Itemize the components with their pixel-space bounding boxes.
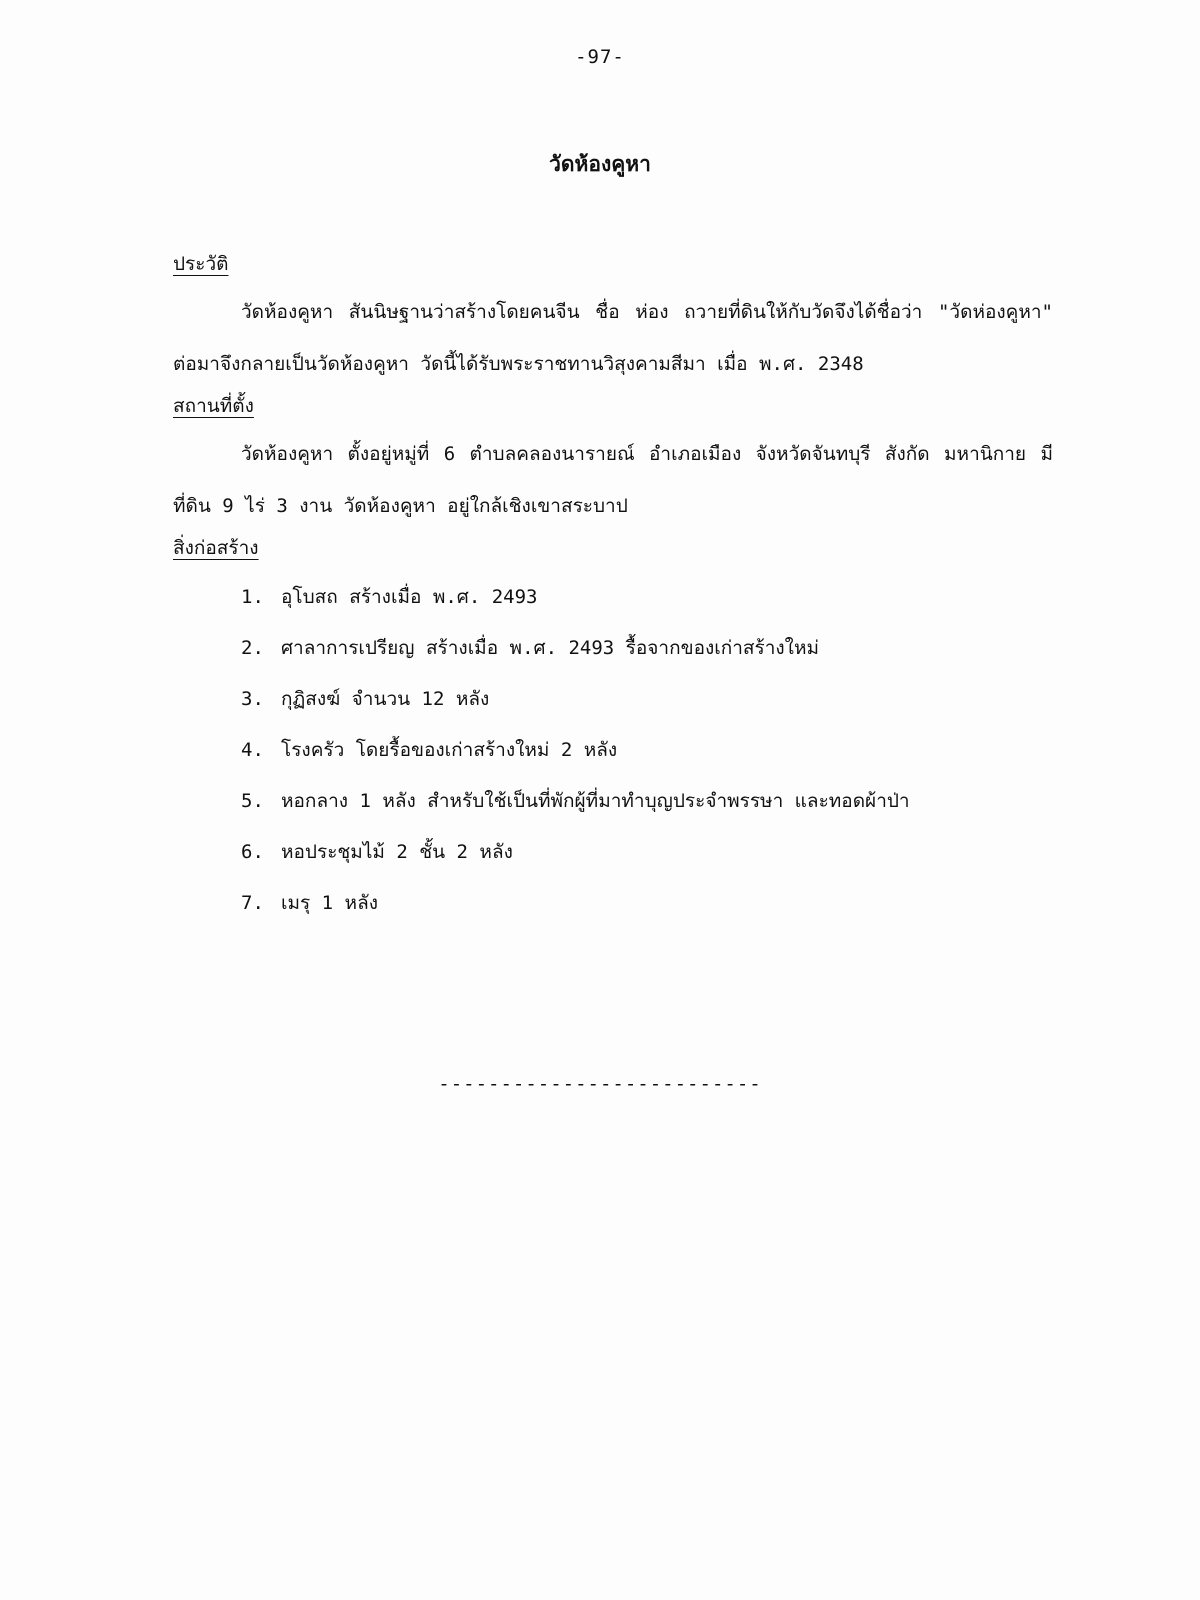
list-item-text: อุโบสถ สร้างเมื่อ พ.ศ. 2493: [281, 586, 538, 608]
section-heading-history: ประวัติ: [173, 253, 229, 275]
list-item-number: 4.: [241, 739, 264, 761]
list-item-text: กุฏิสงฆ์ จำนวน 12 หลัง: [281, 688, 490, 710]
section-heading-buildings: สิ่งก่อสร้าง: [173, 537, 259, 559]
list-item-number: 5.: [241, 790, 264, 812]
document-body: [173, 248, 1053, 929]
section-location: [173, 390, 1053, 532]
list-item-number: 7.: [241, 892, 264, 914]
list-item: [241, 827, 1053, 878]
list-item-text: โรงครัว โดยรื้อของเก่าสร้างใหม่ 2 หลัง: [281, 739, 618, 761]
list-item-text: ศาลาการเปรียญ สร้างเมื่อ พ.ศ. 2493 รื้อจากของเก่าสร้างใหม่: [281, 637, 819, 659]
list-item: [241, 572, 1053, 623]
list-item-text: หอประชุมไม้ 2 ชั้น 2 หลัง: [281, 841, 513, 863]
section-buildings: [173, 532, 1053, 929]
list-item: [241, 878, 1053, 929]
page-number: -97-: [575, 46, 625, 68]
list-item: [241, 725, 1053, 776]
list-item-number: 6.: [241, 841, 264, 863]
list-item-number: 2.: [241, 637, 264, 659]
document-title: วัดห้องคูหา: [549, 152, 651, 176]
section-history: [173, 248, 1053, 390]
list-item: [241, 674, 1053, 725]
list-item: [241, 776, 1053, 827]
section-heading-location: สถานที่ตั้ง: [173, 395, 254, 417]
list-item: [241, 623, 1053, 674]
end-separator: --------------------------: [438, 1073, 762, 1095]
list-item-text: หอกลาง 1 หลัง สำหรับใช้เป็นที่พักผู้ที่มาทำบุญประจำพรรษา และทอดผ้าป่า: [281, 790, 910, 812]
list-item-text: เมรุ 1 หลัง: [281, 892, 378, 914]
list-item-number: 3.: [241, 688, 264, 710]
location-paragraph: วัดห้องคูหา ตั้งอยู่หมู่ที่ 6 ตำบลคลองนารายณ์ อำเภอเมือง จังหวัดจันทบุรี สังกัด มหานิกาย มีที่ดิน 9 ไร่ 3 งาน วัดห้องคูหา อยู่ใกล้เชิงเขาสระบาป: [173, 443, 1053, 517]
history-paragraph: วัดห้องคูหา สันนิษฐานว่าสร้างโดยคนจีน ชื่อ ห่อง ถวายที่ดินให้กับวัดจึงได้ชื่อว่า "วัดห่องคูหา" ต่อมาจึงกลายเป็นวัดห้องคูหา วัดนี้ได้รับพระราชทานวิสุงคามสีมา เมื่อ พ.ศ. 2348: [173, 301, 1053, 375]
buildings-list: [173, 572, 1053, 929]
list-item-number: 1.: [241, 586, 264, 608]
